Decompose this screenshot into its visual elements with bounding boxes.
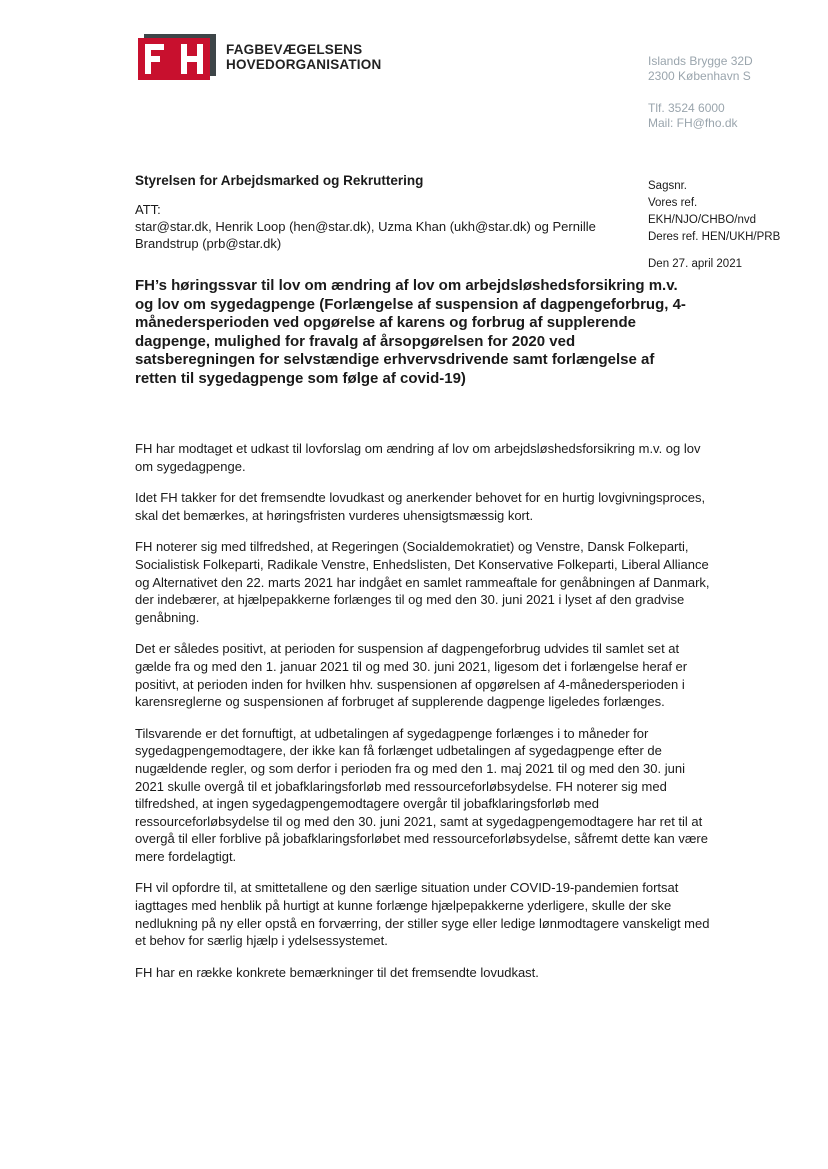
recipient-organization: Styrelsen for Arbejdsmarked og Rekruttering [135, 173, 424, 188]
body-paragraph: FH har modtaget et udkast til lovforslag om ændring af lov om arbejdsløshedsforsikring m.v. og lov om sygedagpenge. [135, 441, 701, 474]
case-number: Sagsnr. [648, 180, 687, 192]
organization-name-line2: HOVEDORGANISATION [226, 57, 382, 72]
our-ref-label: Vores ref. [648, 197, 698, 209]
sender-address-city: 2300 København S [648, 69, 751, 83]
organization-name-line1: FAGBEVÆGELSENS [226, 42, 363, 57]
body-paragraph: Det er således positivt, at perioden for suspension af dagpengeforbrug udvides til samlet set at gælde fra og med den 1. januar 2021 til og med 30. juni 2021, ligesom det i forlængelse heraf er positivt, at perioden inden for hvilken hhv. suspensionen af opgørelsen af 4-månedersperioden i karensreglerne og suspensionen af forbruget af supplerende dagpenge ligeledes forlænges. [135, 641, 688, 710]
recipient-block [135, 172, 635, 252]
body-paragraph: Idet FH takker for det fremsendte lovudkast og anerkender behovet for en hurtig lovgivningsproces, skal det bemærkes, at høringsfristen vurderes uhensigtsmæssig kort. [135, 490, 706, 523]
letter-body [135, 440, 710, 995]
att-label: ATT: [135, 202, 161, 217]
sender-contact-block [648, 54, 753, 131]
body-paragraph: FH noterer sig med tilfredshed, at Regeringen (Socialdemokratiet) og Venstre, Dansk Folkeparti, Socialistisk Folkeparti, Radikale Venstre, Enhedslisten, Det Konservative Folkeparti, Liberal Alliance og Alternativet den 22. marts 2021 har indgået en samlet rammeaftale for genåbningen af Danmark, der indebærer, at hjælpepakkerne forlænges til og med den 30. juni 2021 i lyset af den gradvise genåbning. [135, 539, 710, 625]
reference-block [648, 178, 780, 273]
body-paragraph: FH har en række konkrete bemærkninger til det fremsendte lovudkast. [135, 964, 539, 980]
their-ref: Deres ref. HEN/UKH/PRB [648, 231, 781, 243]
att-persons: star@star.dk, Henrik Loop (hen@star.dk), Uzma Khan (ukh@star.dk) og Pernille Brandstrup (prb@star.dk) [135, 219, 596, 251]
sender-mail: Mail: FH@fho.dk [648, 116, 738, 130]
body-paragraph: Tilsvarende er det fornuftigt, at udbetalingen af sygedagpenge forlænges i to måneder for sygedagpengemodtagere, der ikke kan få forlænget udbetalingen af sygedagpenge efter de nugældende regler, og som derfor i perioden fra og med den 1. maj 2021 til og med den 30. juni 2021 skulle overgå til et jobafklaringsforløb med ressourceforløbsydelse. FH noterer sig med tilfredshed, at ingen sygedagpengemodtagere overgår til jobafklaringsforløb med ressourceforløbsydelse til og med den 30. juni 2021, samt at sygedagpengemodtagere har ret til at overgå til eller forblive på jobafklaringsforløbet med ressourceforløbsydelse, såfremt dette kan være mere fordelagtigt. [135, 725, 708, 864]
sender-phone: Tlf. 3524 6000 [648, 101, 725, 115]
letter-subject: FH’s høringssvar til lov om ændring af lov om arbejdsløshedsforsikring m.v. og lov om sygedagpenge (Forlængelse af suspension af dagpengeforbrug, 4-månedersperioden ved opgørelse af karens og forbrug af supplerende dagpenge, mulighed for fravalg af årsopgørelsen for 2020 ved satsberegningen for selvstændige erhvervsdrivende samt forlængelse af retten til sygedagpenge som følge af covid-19) [135, 277, 686, 387]
letterhead-logo [138, 34, 381, 80]
our-ref: EKH/NJO/CHBO/nvd [648, 214, 756, 226]
body-paragraph: FH vil opfordre til, at smittetallene og den særlige situation under COVID-19-pandemien fortsat iagttages med henblik på hurtigt at kunne forlænge hjælpepakkerne yderligere, skulle der ske nedlukning på ny eller opstå en forværring, der stiller syge eller ledige lønmodtagere vanskeligt med et behov for særlig hjælp i ydelsessystemet. [135, 880, 710, 949]
sender-address-street: Islands Brygge 32D [648, 54, 753, 68]
letter-date: Den 27. april 2021 [648, 258, 742, 270]
fh-logo-icon [138, 34, 216, 80]
organization-name [226, 42, 381, 72]
